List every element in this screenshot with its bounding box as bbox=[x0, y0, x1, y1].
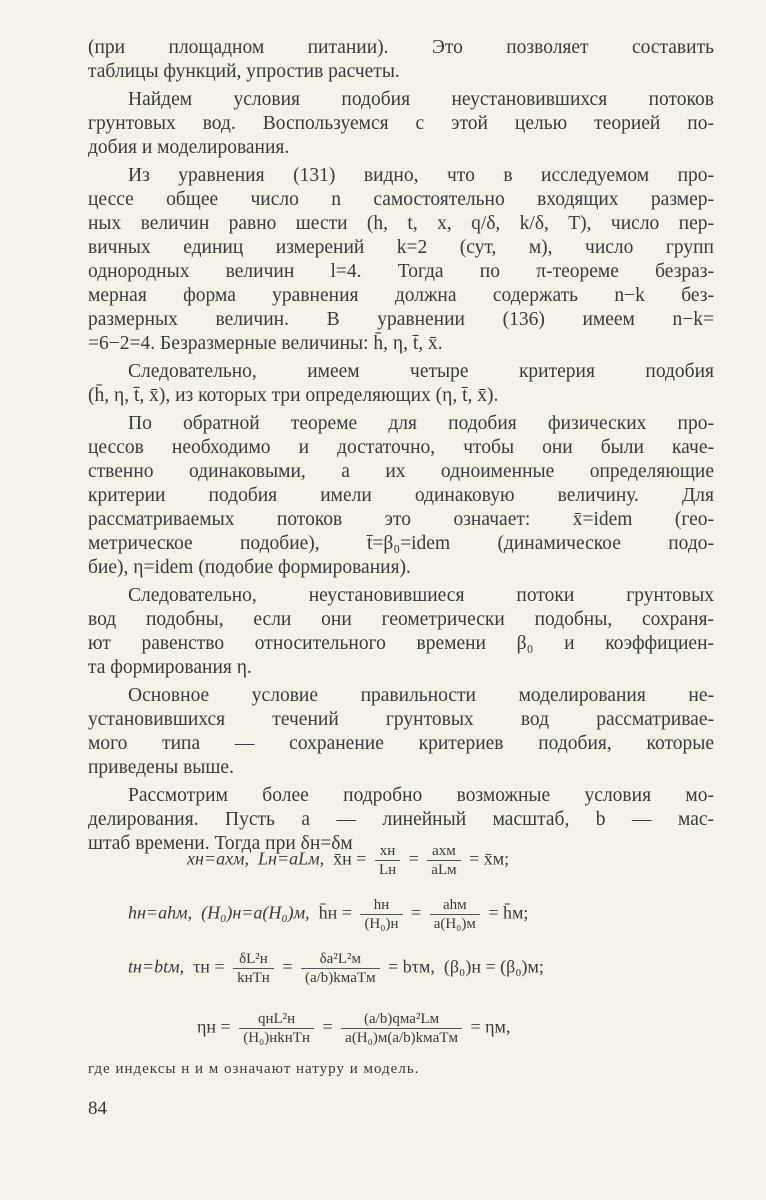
text-line: цессе общее число n самостоятельно входящих размер- bbox=[88, 189, 714, 210]
equation-h-scaling: hн=ahм, (H₀)н=a(H₀)м, h̄н = $\frac{hн}{\text{(H₀)н}}$ = $\frac{\text{ahм}}{\text{a(H₀)м}}$ = h̄м; bbox=[128, 897, 529, 932]
text-line: ственно одинаковыми, а их одноименные определяющие bbox=[88, 461, 714, 482]
equation-x-scaling: xн=axм, Lн=aLм, x̄н = $\frac{xн}{Lн}$ = $\frac{\text{axм}}{\text{aLм}}$ = x̄м; bbox=[187, 843, 510, 878]
text-line: метрическое подобие), t̄=β₀=idem (динамическое подо- bbox=[88, 533, 714, 554]
text-line: Рассмотрим более подробно возможные условия мо- bbox=[128, 785, 714, 806]
index-note: где индексы н и м означают натуру и модель. bbox=[88, 1061, 420, 1077]
text-line: Основное условие правильности моделирования не- bbox=[128, 685, 714, 706]
text-line: цессов необходимо и достаточно, чтобы они были каче- bbox=[88, 437, 714, 458]
text-line: мого типа — сохранение критериев подобия, которые bbox=[88, 733, 714, 754]
text-line: делирования. Пусть a — линейный масштаб, b — мас- bbox=[88, 809, 714, 830]
text-line: установившихся течений грунтовых вод рассматривае- bbox=[88, 709, 714, 730]
text-line: штаб времени. Тогда при δн=δм bbox=[88, 833, 353, 854]
text-line: вичных единиц измерений k=2 (сут, м), число групп bbox=[88, 237, 714, 258]
text-line: Следовательно, неустановившиеся потоки грунтовых bbox=[128, 585, 714, 606]
text-line: добия и моделирования. bbox=[88, 137, 290, 158]
text-line: Следовательно, имеем четыре критерия подобия bbox=[128, 361, 714, 382]
text-line: (при площадном питании). Это позволяет составить bbox=[88, 37, 714, 58]
text-line: размерных величин. В уравнении (136) имеем n−k= bbox=[88, 309, 714, 330]
text-line: однородных величин l=4. Тогда по π-теореме безраз- bbox=[88, 261, 714, 282]
text-line: грунтовых вод. Воспользуемся с этой целью теорией по- bbox=[88, 113, 714, 134]
page-number: 84 bbox=[88, 1098, 107, 1119]
equation-eta-scaling: ηн = $\frac{\text{qнL²н}}{\text{(H₀)нkнTн}}$ = $\frac{\text{(a/b)qмa²Lм}}{\text{a(H₀)м(a/b)kмaTм}}$ = ηм, bbox=[197, 1011, 511, 1046]
text-line: (h̄, η, t̄, x̄), из которых три определяющих (η, t̄, x̄). bbox=[88, 385, 499, 406]
equation-t-scaling: tн=btм, τн = $\frac{\text{δL²н}}{\text{kнTн}}$ = $\frac{\text{δa²L²м}}{\text{(a/b)kмaTм}}$ = bτм, (β₀)н = (β₀)м; bbox=[128, 951, 544, 986]
text-line: приведены выше. bbox=[88, 757, 234, 778]
text-line: мерная форма уравнения должна содержать n−k без- bbox=[88, 285, 714, 306]
text-line: вод подобны, если они геометрически подобны, сохраня- bbox=[88, 609, 714, 630]
text-line: таблицы функций, упростив расчеты. bbox=[88, 61, 400, 82]
text-line: =6−2=4. Безразмерные величины: h̄, η, t̄, x̄. bbox=[88, 333, 443, 354]
text-line: та формирования η. bbox=[88, 657, 252, 678]
text-line: бие), η=idem (подобие формирования). bbox=[88, 557, 411, 578]
text-line: Найдем условия подобия неустановившихся потоков bbox=[128, 89, 714, 110]
text-line: ют равенство относительного времени β₀ и коэффициен- bbox=[88, 633, 714, 654]
text-line: критерии подобия имели одинаковую величину. Для bbox=[88, 485, 714, 506]
text-line: рассматриваемых потоков это означает: x̄=idem (гео- bbox=[88, 509, 714, 530]
text-line: По обратной теореме для подобия физических про- bbox=[128, 413, 714, 434]
text-line: Из уравнения (131) видно, что в исследуемом про- bbox=[128, 165, 714, 186]
text-line: ных величин равно шести (h, t, x, q/δ, k/δ, T), число пер- bbox=[88, 213, 714, 234]
